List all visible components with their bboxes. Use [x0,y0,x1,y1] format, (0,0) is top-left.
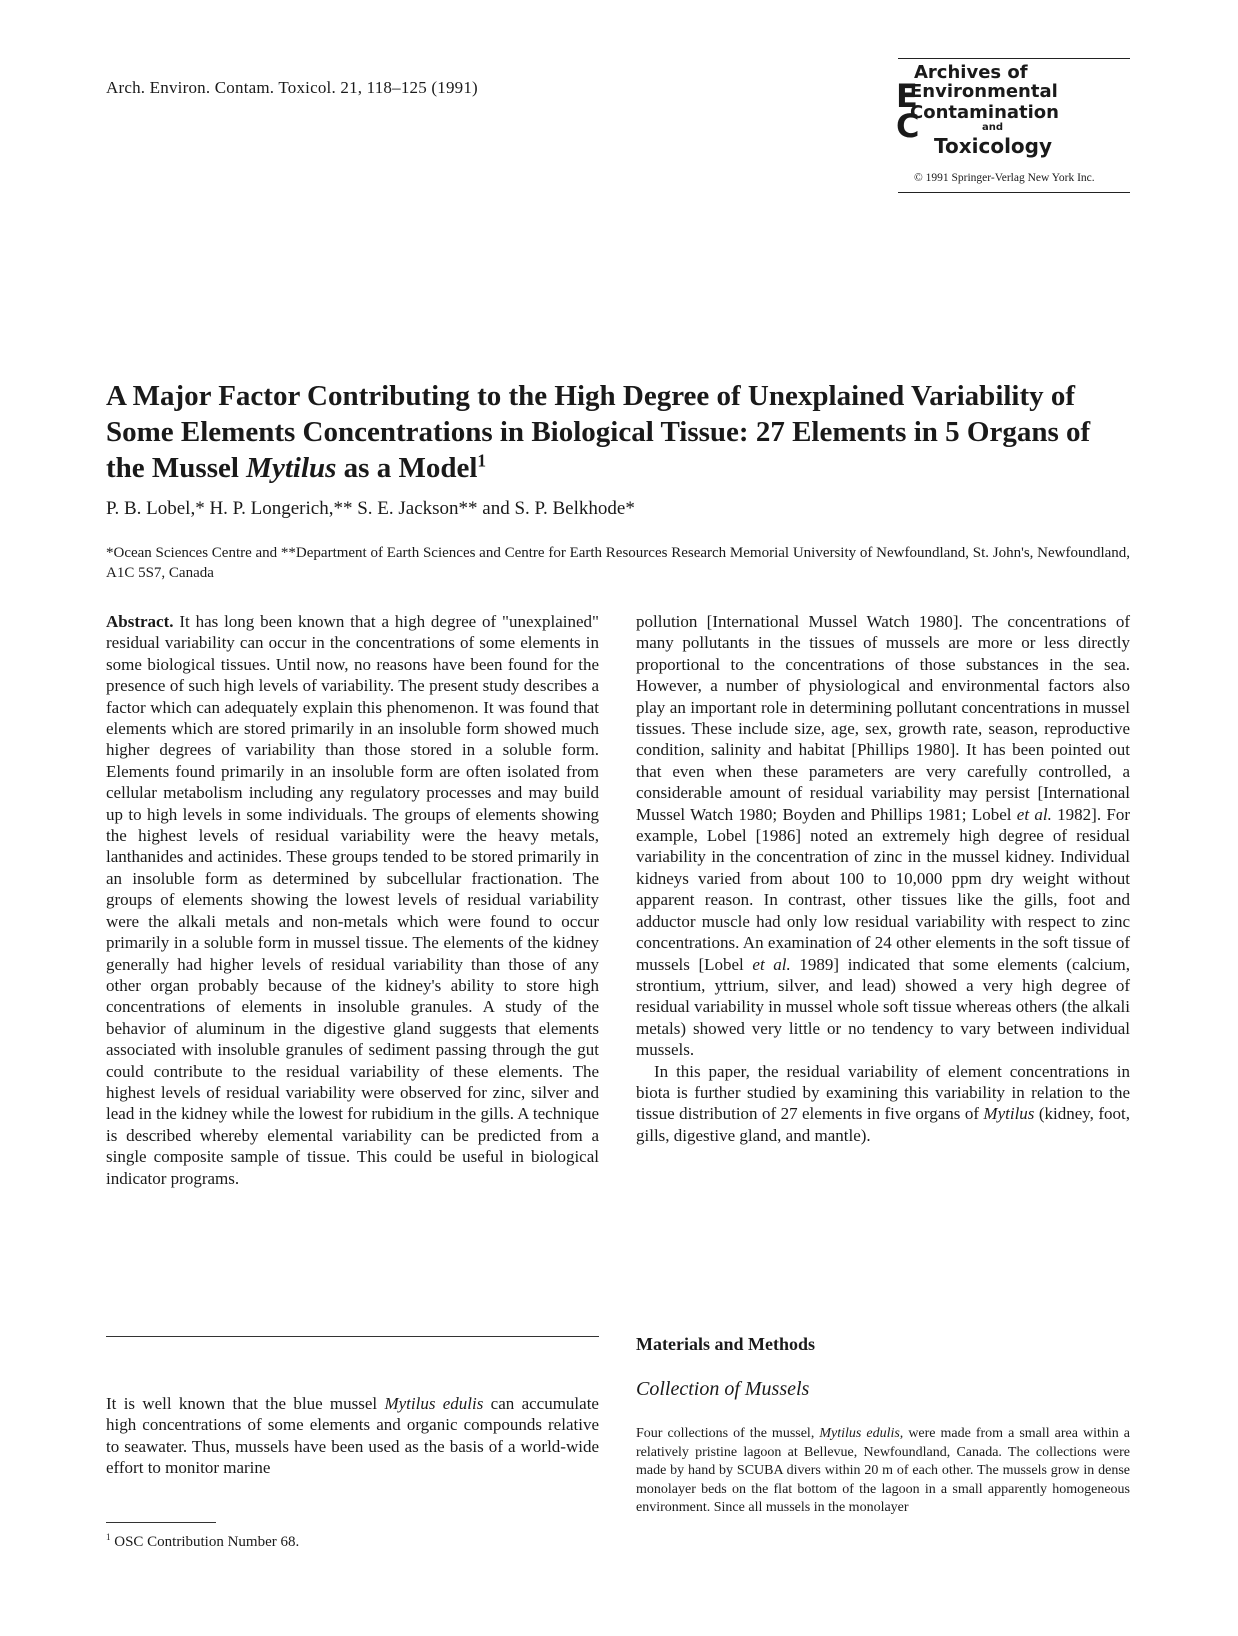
title-genus: Mytilus [246,452,337,484]
logo-and: and [982,122,1004,133]
title-footnote-mark: 1 [477,450,487,471]
logo-top-rule [898,58,1130,59]
intro-p2-a: In this paper, the residual variability of element concentrations in biota is further studied by examining this variability in relation to the tissue distribution of 27 elements in five organs of [636,1061,1130,1124]
author-list: P. B. Lobel,* H. P. Longerich,** S. E. Jackson** and S. P. Belkhode* [106,498,635,519]
logo-contamination: Contamination [910,102,1059,123]
intro-text-a: It is well known that the blue mussel [106,1394,385,1413]
intro-text-b: can accumulate high concentrations of some elements and organic compounds relative to seawater. Thus, mussels have been used as the basis of a world-wide effort to monitor marine [106,1394,599,1478]
intro-p2-b: (kidney, foot, gills, digestive gland, and mantle). [636,1104,1130,1145]
footnote-mark: 1 [106,1532,111,1542]
article-title [106,378,1136,486]
intro-cont-a: pollution [International Mussel Watch 1980]. The concentrations of many pollutants in the tissues of mussels are more or less directly proportional to the concentrations of those substances in the sea. However, a number of physiological and environmental factors also play an important role in determining pollutant concentrations in mussel tissues. These include size, age, sex, growth rate, season, reproductive condition, salinity and habitat [Phillips 1980]. It has been pointed out that even when these parameters are very carefully controlled, a considerable amount of residual variability may persist [International Mussel Watch 1980; Boyden and Phillips 1981; Lobel [636,612,1130,824]
title-text-2: as a Model [336,452,478,484]
footnote [106,1534,299,1551]
author-affiliations: *Ocean Sciences Centre and **Department of Earth Sciences and Centre for Earth Resources Research Memorial University of Newfoundland, St. John's, Newfoundland, A1C 5S7, Canada [106,545,1131,581]
intro-paragraph-start [106,1393,599,1479]
journal-logo [898,58,1130,198]
intro-species: Mytilus edulis [384,1394,484,1413]
logo-archives: Archives of [914,62,1028,83]
intro-cont-b: 1982]. For example, Lobel [1986] noted an extremely high degree of residual variability in the concentration of zinc in the mussel kidney. Individual kidneys varied from about 100 to 10,000 ppm dry weight without apparent reason. In contrast, other tissues like the gills, foot and adductor muscle had only low residual variability with respect to zinc concentrations. An examination of 24 other elements in the soft tissue of mussels [Lobel [636,804,1130,974]
methods-species: Mytilus edulis, [819,1426,904,1441]
intro-et-al-1: et al. [1016,804,1052,824]
abstract [106,611,599,1189]
logo-letter-c: C [896,107,920,145]
methods-paragraph [636,1425,1130,1518]
intro-cont-c: 1989] indicated that some elements (calcium, strontium, yttrium, silver, and lead) showed a very high degree of residual variability in mussel whole soft tissue whereas others (the alkali metals) showed very little or no tendency to vary between individual mussels. [636,954,1131,1060]
intro-et-al-2: et al. [752,954,791,974]
title-text-1: A Major Factor Contributing to the High Degree of Unexplained Variability of Some Elements Concentrations in Biological Tissue: 27 Elements in 5 Organs of the Mussel [106,380,1091,484]
logo-bottom-rule [898,192,1130,193]
methods-text-b: were made from a small area within a relatively pristine lagoon at Bellevue, Newfoundland, Canada. The collections were made by hand by SCUBA divers within 20 m of each other. The mussels grow in dense monolayer beds on the flat bottom of the lagoon in a small apparently homogeneous environment. Since all mussels in the monolayer [636,1426,1130,1516]
intro-continued [636,611,1130,1146]
subsection-heading-collection: Collection of Mussels [636,1378,810,1400]
section-heading-methods: Materials and Methods [636,1334,815,1354]
footnote-divider [106,1522,216,1523]
intro-p2-genus: Mytilus [983,1104,1035,1124]
logo-toxicology: Toxicology [934,134,1053,158]
logo-environmental: Environmental [910,81,1058,102]
journal-citation: Arch. Environ. Contam. Toxicol. 21, 118–125 (1991) [106,78,478,97]
methods-text-a: Four collections of the mussel, [636,1426,820,1441]
copyright-notice: © 1991 Springer-Verlag New York Inc. [914,172,1095,184]
logo-letter-e: E [896,77,918,115]
footnote-text: OSC Contribution Number 68. [110,1534,300,1550]
abstract-divider [106,1336,599,1337]
abstract-label: Abstract. [106,612,174,631]
abstract-text: It has long been known that a high degree of "unexplained" residual variability can occur in the concentrations of some elements in some biological tissues. Until now, no reasons have been found for the presence of such high levels of variability. The present study describes a factor which can adequately explain this phenomenon. It was found that elements which are stored primarily in an insoluble form showed much higher degrees of variability than those stored in a soluble form. Elements found primarily in an insoluble form are often isolated from cellular metabolism including any regulatory processes and may build up to high levels in some individuals. The groups of elements showing the highest levels of residual variability were the heavy metals, lanthanides and actinides. These groups tended to be stored primarily in an insoluble form as determined by subcellular fractionation. The groups of elements showing the lowest levels of residual variability were the alkali metals and non-metals which were found to occur primarily in a soluble form in mussel tissue. The elements of the kidney generally had higher levels of residual variability than those of any other organ probably because of the kidney's ability to store high concentrations of elements in insoluble granules. A study of the behavior of aluminum in the digestive gland suggests that elements associated with insoluble granules of sediment passing through the gut could contribute to the residual variability of these elements. The highest levels of residual variability were observed for zinc, silver and lead in the kidney while the lowest for rubidium in the gills. A technique is described whereby elemental variability can be predicted from a single composite sample of tissue. This could be useful in biological indicator programs. [106,612,599,1188]
